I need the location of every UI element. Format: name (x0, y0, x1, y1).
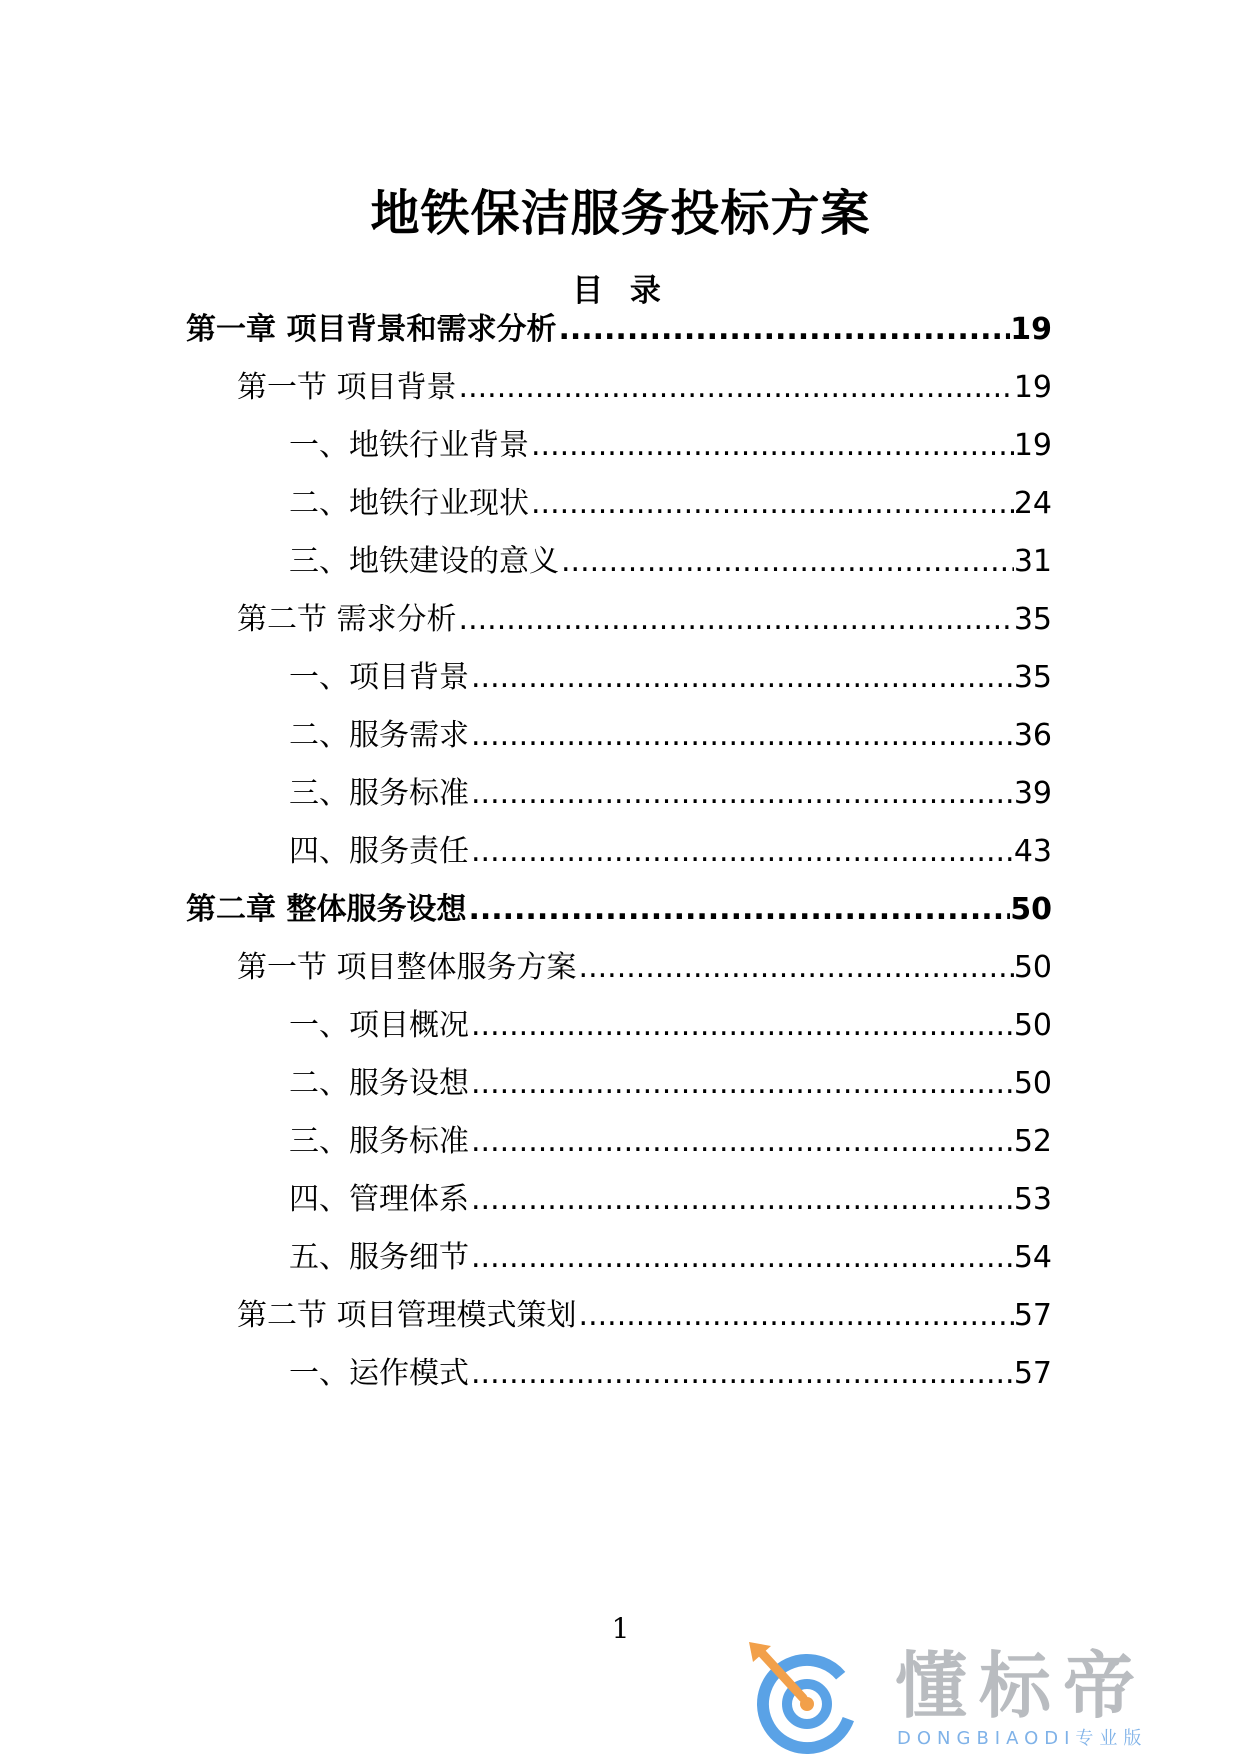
toc-entry-label: 第二章 整体服务设想 (186, 892, 467, 927)
page-number: 1 (611, 1612, 630, 1645)
toc-entry-label: 一、运作模式 (289, 1356, 469, 1391)
toc-entry-page: 50 (1013, 950, 1052, 985)
toc-dot-leader (469, 1238, 1014, 1278)
toc-dot-leader (469, 774, 1014, 814)
toc-entry-label: 第二节 需求分析 (237, 602, 457, 637)
toc-entry-label: 三、地铁建设的意义 (289, 544, 559, 579)
toc-dot-leader (469, 1354, 1014, 1394)
toc-entry-page: 24 (1013, 486, 1052, 521)
toc-entry-label: 一、项目背景 (289, 660, 469, 695)
toc-entry-item[interactable] (289, 542, 1052, 582)
toc-dot-leader (469, 1180, 1014, 1220)
toc-heading: 目 录 (572, 273, 669, 309)
toc-entry-page: 57 (1013, 1298, 1052, 1333)
toc-dot-leader (457, 600, 1014, 640)
toc-entry-chapter[interactable] (186, 310, 1052, 350)
toc-entry-item[interactable] (289, 1180, 1052, 1220)
toc-entry-item[interactable] (289, 1064, 1052, 1104)
toc-dot-leader (469, 716, 1014, 756)
toc-dot-leader (469, 1122, 1014, 1162)
toc-dot-leader (469, 1064, 1014, 1104)
toc-entry-label: 二、服务设想 (289, 1066, 469, 1101)
target-with-arrow-icon (745, 1640, 865, 1754)
toc-entry-section[interactable] (237, 600, 1052, 640)
toc-entry-item[interactable] (289, 774, 1052, 814)
toc-dot-leader (466, 890, 1010, 930)
toc-entry-label: 三、服务标准 (289, 1124, 469, 1159)
watermark-subtitle: DONGBIAODI专业版 (897, 1728, 1148, 1749)
toc-entry-chapter[interactable] (186, 890, 1052, 930)
toc-entry-item[interactable] (289, 1006, 1052, 1046)
brand-watermark (745, 1640, 1215, 1750)
toc-dot-leader (556, 310, 1010, 350)
toc-entry-page: 35 (1013, 602, 1052, 637)
toc-entry-label: 第一章 项目背景和需求分析 (186, 312, 557, 347)
toc-entry-page: 50 (1010, 892, 1052, 927)
watermark-brand: 懂标帝 (895, 1644, 1148, 1728)
toc-entry-label: 一、项目概况 (289, 1008, 469, 1043)
toc-entry-item[interactable] (289, 1354, 1052, 1394)
toc-entry-section[interactable] (237, 368, 1052, 408)
toc-entry-page: 52 (1013, 1124, 1052, 1159)
toc-entry-page: 54 (1013, 1240, 1052, 1275)
toc-entry-label: 第一节 项目背景 (237, 370, 457, 405)
toc-dot-leader (577, 1296, 1014, 1336)
toc-entry-item[interactable] (289, 1122, 1052, 1162)
toc-entry-page: 19 (1010, 312, 1052, 347)
toc-entry-label: 三、服务标准 (289, 776, 469, 811)
toc-entry-page: 50 (1013, 1008, 1052, 1043)
toc-entry-item[interactable] (289, 1238, 1052, 1278)
toc-entry-section[interactable] (237, 948, 1052, 988)
toc-entry-page: 57 (1013, 1356, 1052, 1391)
toc-dot-leader (577, 948, 1014, 988)
toc-entry-label: 四、管理体系 (289, 1182, 469, 1217)
toc-entry-label: 第二节 项目管理模式策划 (237, 1298, 577, 1333)
document-title: 地铁保洁服务投标方案 (370, 185, 871, 242)
toc-dot-leader (469, 658, 1014, 698)
toc-entry-page: 43 (1013, 834, 1052, 869)
toc-entry-section[interactable] (237, 1296, 1052, 1336)
toc-entry-label: 一、地铁行业背景 (289, 428, 529, 463)
toc-entry-page: 50 (1013, 1066, 1052, 1101)
toc-dot-leader (529, 426, 1014, 466)
toc-entry-page: 19 (1013, 428, 1052, 463)
toc-entry-label: 四、服务责任 (289, 834, 469, 869)
toc-entry-label: 二、地铁行业现状 (289, 486, 529, 521)
toc-dot-leader (529, 484, 1014, 524)
toc-entry-item[interactable] (289, 658, 1052, 698)
toc-entry-item[interactable] (289, 484, 1052, 524)
toc-entry-page: 31 (1013, 544, 1052, 579)
toc-entry-page: 35 (1013, 660, 1052, 695)
toc-dot-leader (469, 1006, 1014, 1046)
toc-entry-page: 53 (1013, 1182, 1052, 1217)
toc-entry-item[interactable] (289, 832, 1052, 872)
toc-entry-item[interactable] (289, 716, 1052, 756)
toc-entry-page: 36 (1013, 718, 1052, 753)
toc-dot-leader (457, 368, 1014, 408)
toc-entry-page: 39 (1013, 776, 1052, 811)
toc-dot-leader (559, 542, 1014, 582)
toc-entry-label: 五、服务细节 (289, 1240, 469, 1275)
toc-entry-page: 19 (1013, 370, 1052, 405)
toc-dot-leader (469, 832, 1014, 872)
toc-entry-item[interactable] (289, 426, 1052, 466)
toc-entry-label: 二、服务需求 (289, 718, 469, 753)
toc-entry-label: 第一节 项目整体服务方案 (237, 950, 577, 985)
